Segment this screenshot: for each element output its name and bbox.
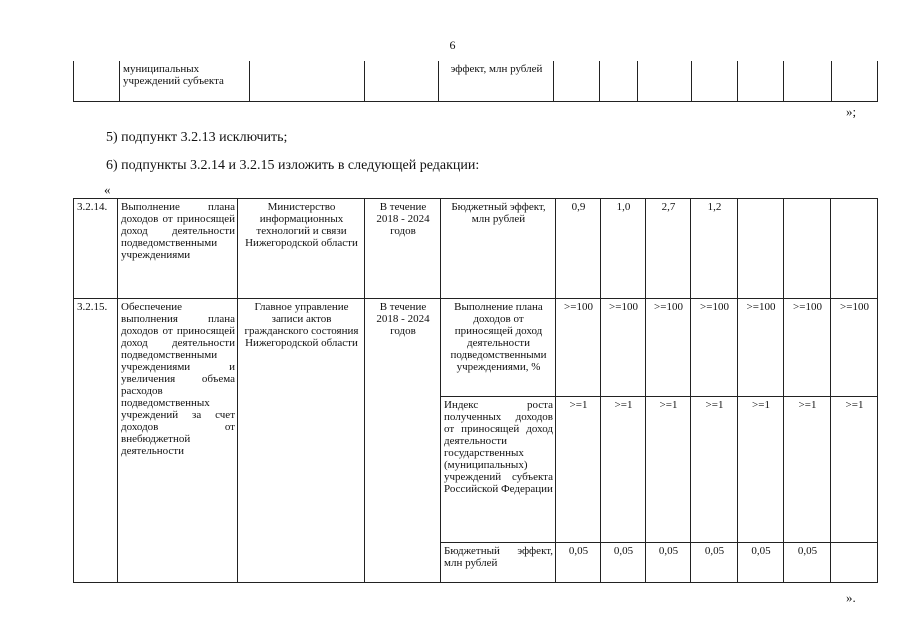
closing-quote-1: »;	[846, 104, 857, 119]
responsible-body: Министерство информационных технологий и связи Нижегородской области	[238, 199, 365, 299]
top-cell-value	[600, 61, 638, 101]
instruction-5: 5) подпункт 3.2.13 исключить;	[106, 130, 288, 145]
row-number: 3.2.14.	[74, 199, 118, 299]
top-cell-value	[638, 61, 692, 101]
value-cell: 1,0	[601, 199, 646, 299]
value-cell: >=100	[691, 299, 738, 397]
value-cell: 0,05	[738, 543, 784, 583]
period: В течение 2018 - 2024 годов	[365, 299, 441, 583]
value-cell: 0,9	[556, 199, 601, 299]
instruction-6: 6) подпункты 3.2.14 и 3.2.15 изложить в следующей редакции:	[106, 158, 480, 173]
row-number: 3.2.15.	[74, 299, 118, 583]
indicator: Индекс роста полученных доходов от приносящей доход деятельности государственных (муниципальных) учреждений субъекта Российской Федерации	[441, 397, 556, 543]
period: В течение 2018 - 2024 годов	[365, 199, 441, 299]
value-cell	[831, 543, 878, 583]
value-cell: >=100	[556, 299, 601, 397]
top-cell-name: муниципальных учреждений субъекта	[120, 61, 250, 101]
value-cell: >=100	[646, 299, 691, 397]
opening-quote: «	[104, 182, 111, 197]
value-cell: >=1	[691, 397, 738, 543]
value-cell	[738, 199, 784, 299]
page-number: 6	[449, 38, 456, 52]
value-cell: 0,05	[784, 543, 831, 583]
value-cell: 2,7	[646, 199, 691, 299]
value-cell: 0,05	[691, 543, 738, 583]
value-cell	[784, 199, 831, 299]
value-cell: >=1	[601, 397, 646, 543]
top-cell-value	[784, 61, 832, 101]
value-cell: >=1	[784, 397, 831, 543]
indicator: Выполнение плана доходов от приносящей доход деятельности подведомственными учреждениями, %	[441, 299, 556, 397]
top-cell-num	[74, 61, 120, 101]
top-cell-value	[832, 61, 878, 101]
top-cell-value	[738, 61, 784, 101]
top-table-fragment	[73, 61, 878, 102]
value-cell: >=100	[784, 299, 831, 397]
measure-name: Выполнение плана доходов от приносящей доход деятельности подведомственными учреждениями	[118, 199, 238, 299]
value-cell: >=100	[831, 299, 878, 397]
top-cell-indicator: эффект, млн рублей	[439, 61, 554, 101]
measure-name: Обеспечение выполнения плана доходов от приносящей доход деятельности подведомственными учреждениями и увеличения объема расходов подведомственных учреждений за счет доходов от внебюджетной деятельности	[118, 299, 238, 583]
top-cell-responsible	[250, 61, 365, 101]
value-cell: 0,05	[556, 543, 601, 583]
main-table	[73, 198, 878, 583]
indicator: Бюджетный эффект, млн рублей	[441, 199, 556, 299]
value-cell: >=1	[738, 397, 784, 543]
responsible-body: Главное управление записи актов гражданского состояния Нижегородской области	[238, 299, 365, 583]
value-cell: >=1	[556, 397, 601, 543]
table-row	[74, 199, 878, 299]
top-cell-period	[365, 61, 439, 101]
top-cell-value	[554, 61, 600, 101]
value-cell: >=100	[738, 299, 784, 397]
table-row	[74, 299, 878, 397]
top-cell-value	[692, 61, 738, 101]
value-cell: 0,05	[646, 543, 691, 583]
value-cell: >=1	[646, 397, 691, 543]
closing-quote-2: ».	[846, 590, 856, 605]
value-cell: 1,2	[691, 199, 738, 299]
indicator: Бюджетный эффект, млн рублей	[441, 543, 556, 583]
value-cell: >=100	[601, 299, 646, 397]
value-cell	[831, 199, 878, 299]
value-cell: >=1	[831, 397, 878, 543]
value-cell: 0,05	[601, 543, 646, 583]
